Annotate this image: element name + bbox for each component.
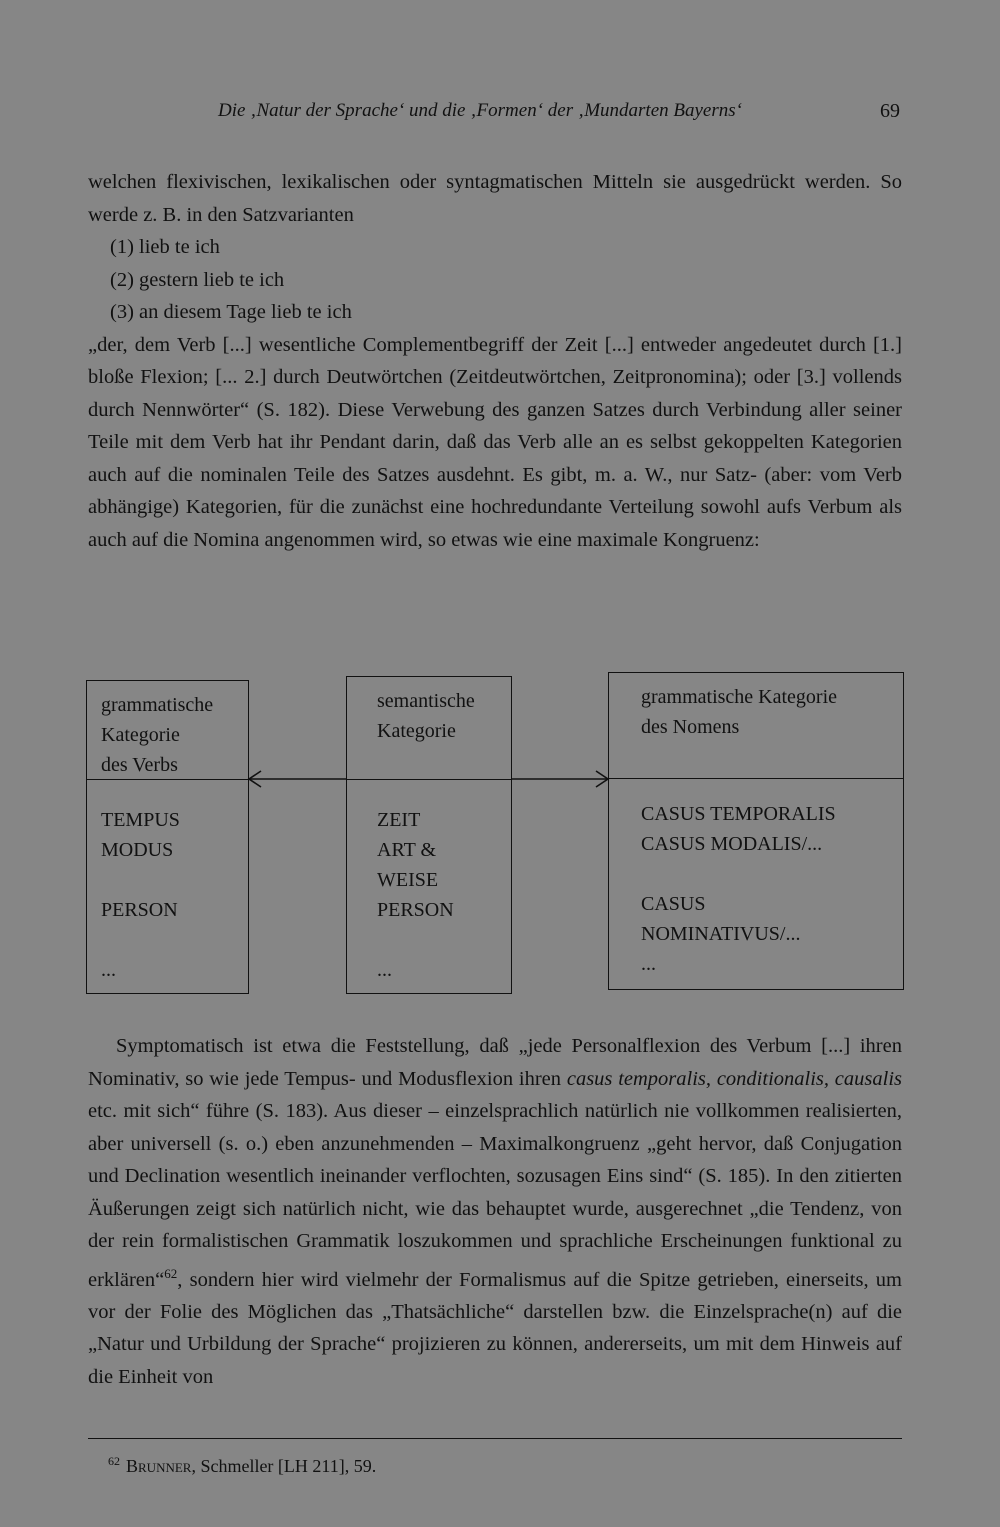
example-3: (3) an diesem Tage lieb te ich [110, 301, 352, 323]
paragraph-2 [88, 1030, 902, 1393]
paragraph-1 [88, 166, 902, 556]
text-run: , sondern hier wird vielmehr der Formalismus auf die Spitze getrieben, einerseits, um vor der Folie des Möglichen das „Thatsächliche“ darstellen bzw. die Einzelsprache(n) auf die „Natur und Urbildung der Sprache“ projizieren zu können, andererseits, um mit dem Hinweis auf die Einheit von [88, 1268, 902, 1388]
header-line: des Verbs [101, 754, 178, 776]
footnote-author: Brunner [126, 1456, 192, 1476]
item: ART & [377, 839, 436, 861]
footnote-text: , Schmeller [LH 211], 59. [191, 1456, 377, 1476]
item: ... [641, 953, 656, 975]
paragraph-2-body [88, 1030, 902, 1393]
footnote-rule [88, 1438, 902, 1439]
running-header [88, 100, 902, 130]
footnote-reference[interactable]: 62 [164, 1265, 178, 1281]
item: CASUS TEMPORALIS [641, 803, 836, 825]
item: PERSON [377, 899, 454, 921]
item: TEMPUS [101, 809, 180, 831]
header-line: grammatische [101, 694, 214, 716]
congruence-diagram [86, 672, 904, 997]
footnote-number: 62 [108, 1454, 120, 1468]
item: CASUS MODALIS/... [641, 833, 823, 855]
header-line: Kategorie [377, 720, 456, 742]
page-number: 69 [880, 100, 900, 122]
running-title: Die ‚Natur der Sprache‘ und die ‚Formen‘ der ‚Mundarten Bayerns‘ [218, 100, 742, 121]
item: MODUS [101, 839, 174, 861]
footnote-62 [108, 1454, 376, 1477]
item: PERSON [101, 899, 178, 921]
example-2: (2) gestern lieb te ich [110, 268, 285, 291]
item: ZEIT [377, 809, 421, 831]
header-line: des Nomens [641, 716, 740, 738]
italic-run: casus temporalis, conditionalis, causalis [566, 1067, 903, 1090]
item: WEISE [377, 869, 439, 891]
arrow-connector [86, 672, 904, 997]
header-line: Kategorie [101, 724, 180, 746]
header-line: semantische [377, 690, 475, 712]
item: NOMINATIVUS/... [641, 923, 801, 945]
text-run: etc. mit sich“ führe (S. 183). Aus dieser – einzelsprachlich natürlich nie vollkommen realisierten, aber universell (s. o.) eben anzunehmenden – Maximalkongruenz „geht hervor, daß Conjugation und Declination wesentlich ineinander verflochten, sozusagen Eins sind“ (S. 185). In den zitierten Äußerungen zeigt sich natürlich nicht, wie das behauptet wurde, ausgerechnet „die Tendenz, von der rein formalistischen Grammatik loszukommen und sprachliche Erscheinungen funktional zu erklären“ [88, 1100, 902, 1291]
paragraph-1-lead: welchen flexivischen, lexikalischen oder syntagmatischen Mitteln sie ausgedrückt werden. So werde z. B. in den Satzvarianten [88, 171, 902, 226]
item: ... [377, 959, 392, 981]
header-line: grammatische Kategorie [641, 686, 838, 708]
item: CASUS [641, 893, 706, 915]
paragraph-1-body: „der, dem Verb [...] wesentliche Complementbegriff der Zeit [...] entweder angedeutet durch [1.] bloße Flexion; [... 2.] durch Deutwörtchen (Zeitdeutwörtchen, Zeitpronomina); oder [3.] vollends durch Nennwörter“ (S. 182). Diese Verwebung des ganzen Satzes durch Verbindung aller seiner Teile mit dem Verb hat ihr Pendant darin, daß das Verb alle an es selbst gekoppelten Kategorien auch auf die nominalen Teile des Satzes ausdehnt. Es gibt, m. a. W., nur Satz- (aber: vom Verb abhängige) Kategorien, für die zunächst eine hochredundante Verteilung sowohl aufs Verbum als auch auf die Nomina angenommen wird, so etwas wie eine maximale Kongruenz: [88, 333, 902, 551]
example-1: (1) lieb te ich [110, 236, 220, 258]
item: ... [101, 959, 116, 981]
text-run: Symptomatisch ist etwa die Feststellung, daß „jede Personalflexion des Verbum [...] ihren Nominativ, so wie jede Tempus- und Modusflexion ihren [88, 1035, 902, 1090]
